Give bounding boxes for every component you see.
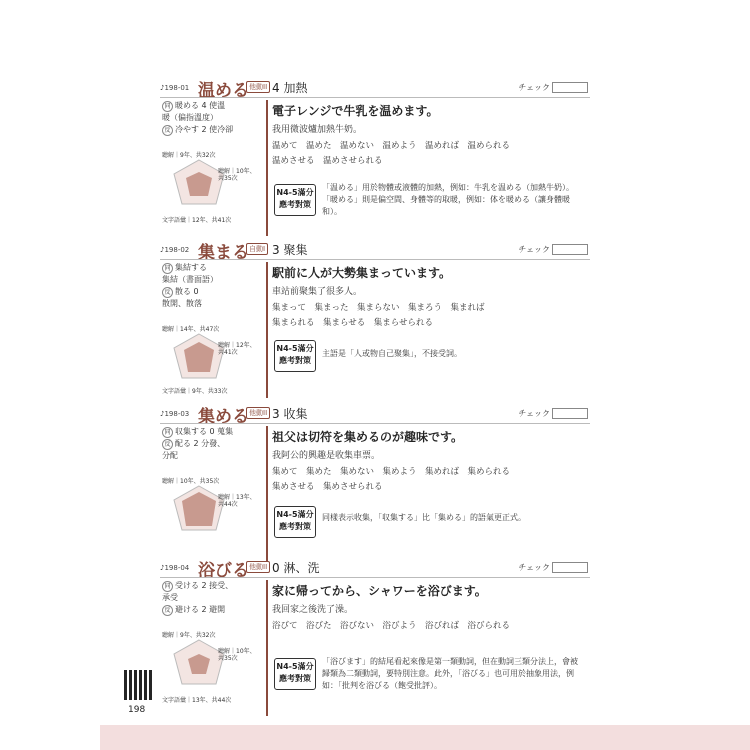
entry-4 xyxy=(160,558,590,718)
example-sentence: 電子レンジで牛乳を温めます。 xyxy=(272,104,439,118)
example-sentence: 駅前に人が大勢集まっています。 xyxy=(272,266,452,280)
verb-type-badge: 他動II xyxy=(246,561,270,573)
antonym-icon: 反 xyxy=(162,125,173,136)
header-rule xyxy=(160,423,590,424)
antonym: 散る xyxy=(175,287,191,296)
check-label: チェック xyxy=(518,245,550,254)
meaning: 4 加熱 xyxy=(272,81,308,95)
headword: 浴びる xyxy=(198,561,249,581)
entry-header xyxy=(160,558,590,580)
conjugation-line-1: 温めて 温めた 温めない 温めよう 温めれば 温められる xyxy=(272,141,511,151)
headword: 集める xyxy=(198,407,249,427)
radar-chart xyxy=(172,158,227,210)
synonym-icon: 同 xyxy=(162,427,173,438)
antonym-icon: 反 xyxy=(162,287,173,298)
radar-chart xyxy=(172,484,227,536)
tip-badge: N4-5滿分 應考對策 xyxy=(274,506,316,538)
track-number: ♪198-02 xyxy=(160,246,190,254)
antonym-icon: 反 xyxy=(162,605,173,616)
page-number: 198 xyxy=(128,705,146,715)
radar-label: 聽解｜13年、共44次 xyxy=(218,494,256,508)
conjugation-line-2: 温めさせる 温めさせられる xyxy=(272,156,383,166)
radar-chart xyxy=(172,332,227,384)
verb-type-badge: 他動II xyxy=(246,407,270,419)
entry-header xyxy=(160,404,590,426)
synonym: 集結する xyxy=(175,263,207,272)
listen-stat: 聽解｜14年、共47次 xyxy=(162,326,220,333)
radar-label: 聽解｜12年、共41次 xyxy=(218,342,256,356)
headword: 温める xyxy=(198,81,249,101)
conjugation-line-1: 集まって 集まった 集まらない 集まろう 集まれば xyxy=(272,303,485,313)
entry-header xyxy=(160,78,590,100)
check-label: チェック xyxy=(518,409,550,418)
antonym: 避ける xyxy=(175,605,199,614)
side-panel xyxy=(162,100,264,236)
antonym-note: 2 避開 xyxy=(201,605,226,614)
meaning: 3 收集 xyxy=(272,407,308,421)
example-translation: 我回家之後洗了澡。 xyxy=(272,605,354,615)
radar-chart xyxy=(172,638,227,690)
check-label: チェック xyxy=(518,83,550,92)
check-boxes[interactable] xyxy=(552,408,588,419)
check-boxes[interactable] xyxy=(552,82,588,93)
vocab-stat: 文字語彙｜12年、共41次 xyxy=(162,217,232,224)
example-translation: 車站前聚集了很多人。 xyxy=(272,287,363,297)
tip-badge: N4-5滿分 應考對策 xyxy=(274,184,316,216)
antonym: 配る xyxy=(175,439,191,448)
antonym-note: 2 使冷卻 xyxy=(201,125,234,134)
vocab-stat: 文字語彙｜13年、共44次 xyxy=(162,697,232,704)
synonym-detail: 集結（書面語） xyxy=(162,275,218,284)
synonym-note: 2 接受、 xyxy=(201,581,234,590)
exam-tip xyxy=(272,654,590,698)
vocab-stat: 文字語彙｜9年、共33次 xyxy=(162,388,228,395)
conjugation-line-1: 集めて 集めた 集めない 集めよう 集めれば 集められる xyxy=(272,467,511,477)
synonym-note: 4 使溫 xyxy=(201,101,226,110)
headword: 集まる xyxy=(198,243,249,263)
tip-body: 主語是「人或物自己聚集」，不接受詞。 xyxy=(322,349,462,358)
synonym: 収集する xyxy=(175,427,207,436)
conjugation-line-2: 集めさせる 集めさせられる xyxy=(272,482,383,492)
check-boxes[interactable] xyxy=(552,562,588,573)
verb-type-badge: 他動II xyxy=(246,81,270,93)
tip-badge: N4-5滿分 應考對策 xyxy=(274,340,316,372)
verb-type-badge: 自動I xyxy=(246,243,268,255)
tip-body: 同樣表示收集，「収集する」比「集める」的語氣更正式。 xyxy=(322,513,526,522)
check-boxes[interactable] xyxy=(552,244,588,255)
entry-3 xyxy=(160,404,590,564)
synonym: 受ける xyxy=(175,581,199,590)
radar-label: 聽解｜10年、共35次 xyxy=(218,648,256,662)
tip-body: 「浴びます」的結尾看起來像是第一類動詞，但在動詞三類分法上，會被歸類為二類動詞，要特別注意。此外，「浴びる」也可用於抽象用法，例如：「批判を浴びる（飽受批評）。 xyxy=(322,657,578,690)
track-number: ♪198-03 xyxy=(160,410,190,418)
side-panel xyxy=(162,580,264,716)
synonym-icon: 同 xyxy=(162,263,173,274)
listen-stat: 聽解｜9年、共32次 xyxy=(162,152,216,159)
tip-badge: N4-5滿分 應考對策 xyxy=(274,658,316,690)
example-panel xyxy=(272,262,590,398)
track-number: ♪198-04 xyxy=(160,564,190,572)
conjugation-line-2: 集まられる 集まらせる 集まらせられる xyxy=(272,318,433,328)
meaning: 3 聚集 xyxy=(272,243,308,257)
antonym-note: 0 xyxy=(193,287,199,296)
synonym-icon: 同 xyxy=(162,581,173,592)
qr-code xyxy=(124,670,154,700)
antonym-detail: 分配 xyxy=(162,451,178,460)
listen-stat: 聽解｜10年、共35次 xyxy=(162,478,220,485)
example-panel xyxy=(272,580,590,716)
antonym-note: 2 分發、 xyxy=(193,439,226,448)
example-sentence: 家に帰ってから、シャワーを浴びます。 xyxy=(272,584,487,598)
check-label: チェック xyxy=(518,563,550,572)
synonym-detail: 暖（偏指溫度） xyxy=(162,113,218,122)
radar-label: 聽解｜10年、共35次 xyxy=(218,168,256,182)
antonym-icon: 反 xyxy=(162,439,173,450)
header-rule xyxy=(160,259,590,260)
synonym-icon: 同 xyxy=(162,101,173,112)
example-sentence: 祖父は切符を集めるのが趣味です。 xyxy=(272,430,464,444)
exam-tip xyxy=(272,502,590,546)
column-divider xyxy=(266,426,268,562)
column-divider xyxy=(266,100,268,236)
conjugation-line-1: 浴びて 浴びた 浴びない 浴びよう 浴びれば 浴びられる xyxy=(272,621,511,631)
exam-tip xyxy=(272,180,590,224)
exam-tip xyxy=(272,336,590,380)
meaning: 0 淋、洗 xyxy=(272,561,320,575)
antonym: 冷やす xyxy=(175,125,199,134)
entry-2 xyxy=(160,240,590,400)
synonym: 暖める xyxy=(175,101,199,110)
side-panel xyxy=(162,262,264,398)
synonym-note: 0 蒐集 xyxy=(209,427,234,436)
antonym-detail: 散開、散落 xyxy=(162,299,202,308)
tip-body: 「温める」用於物體或液體的加熱，例如：牛乳を温める（加熱牛奶）。「暖める」則是偏空間、身體等的取暖，例如：体を暖める（讓身體暖和）。 xyxy=(322,183,574,216)
track-number: ♪198-01 xyxy=(160,84,190,92)
footer-band xyxy=(100,725,750,750)
column-divider xyxy=(266,262,268,398)
column-divider xyxy=(266,580,268,716)
synonym-detail: 承受 xyxy=(162,593,178,602)
listen-stat: 聽解｜9年、共32次 xyxy=(162,632,216,639)
example-panel xyxy=(272,426,590,562)
header-rule xyxy=(160,97,590,98)
header-rule xyxy=(160,577,590,578)
example-translation: 我用微波爐加熱牛奶。 xyxy=(272,125,363,135)
entry-1 xyxy=(160,78,590,238)
entry-header xyxy=(160,240,590,262)
example-translation: 我阿公的興趣是收集車票。 xyxy=(272,451,381,461)
side-panel xyxy=(162,426,264,562)
example-panel xyxy=(272,100,590,236)
